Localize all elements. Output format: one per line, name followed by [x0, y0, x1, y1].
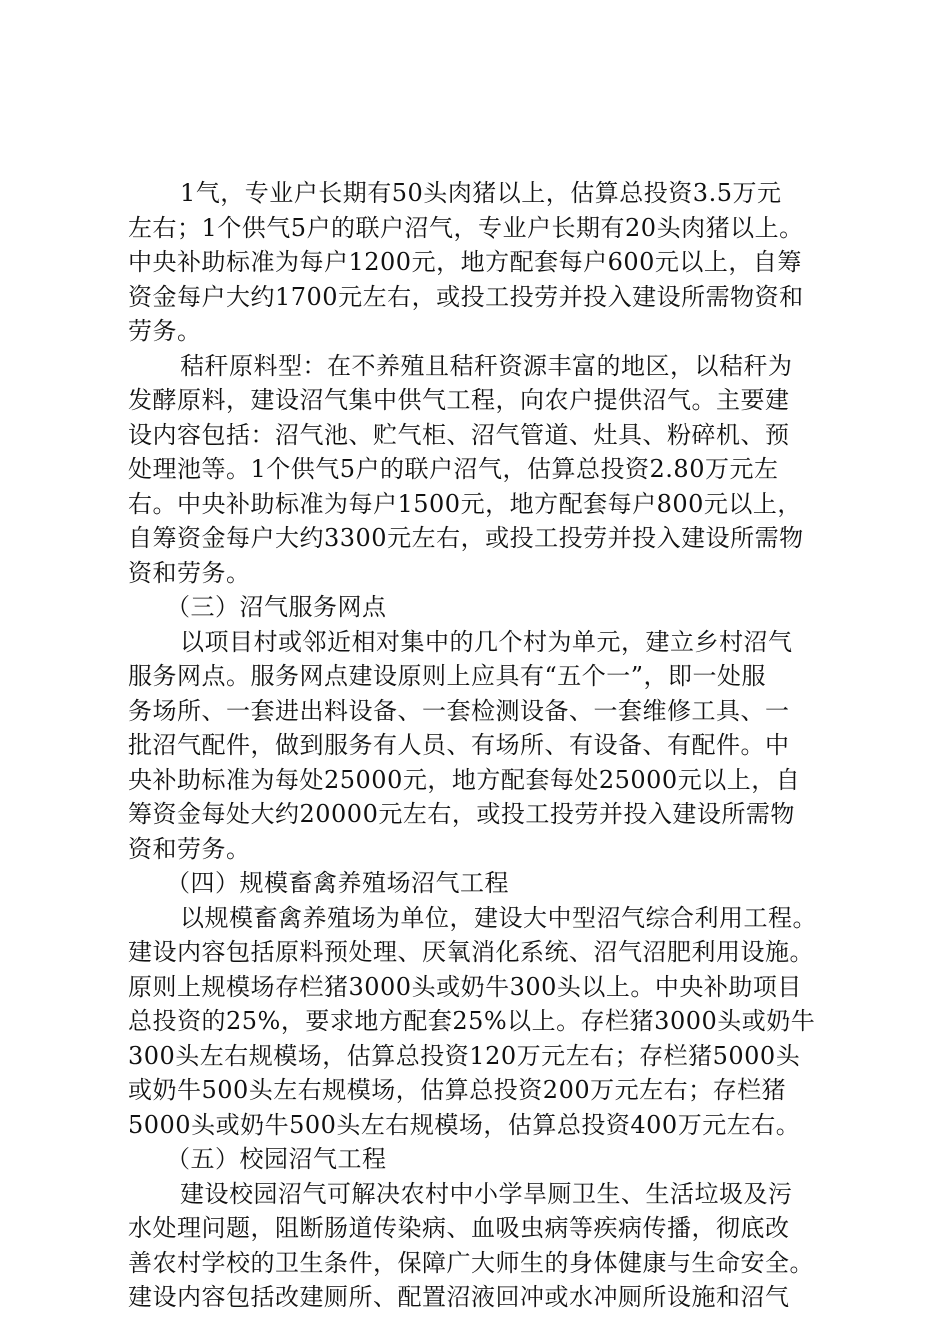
paragraph-line: 右。中央补助标准为每户1500元，地方配套每户800元以上，	[128, 489, 802, 518]
section-heading: （四）规模畜禽养殖场沼气工程	[166, 869, 509, 897]
paragraph-line: 1气，专业户长期有50头肉猪以上，估算总投资3.5万元	[180, 179, 782, 207]
paragraph-line: 建设内容包括原料预处理、厌氧消化系统、沼气沼肥利用设施。	[128, 938, 814, 966]
paragraph-line: 水处理问题，阻断肠道传染病、血吸虫病等疾病传播，彻底改	[128, 1214, 790, 1242]
paragraph-line: 央补助标准为每处25000元，地方配套每处25000元以上，自	[128, 765, 801, 794]
paragraph-line: 服务网点。服务网点建设原则上应具有“五个一”，即一处服	[128, 662, 767, 690]
paragraph-line: 以规模畜禽养殖场为单位，建设大中型沼气综合利用工程。	[180, 903, 817, 932]
paragraph-line: 发酵原料，建设沼气集中供气工程，向农户提供沼气。主要建	[128, 386, 790, 414]
section-heading: （五）校园沼气工程	[166, 1145, 387, 1173]
paragraph-line: 300头左右规模场，估算总投资120万元左右；存栏猪5000头	[128, 1041, 801, 1070]
paragraph-line: 设内容包括：沼气池、贮气柜、沼气管道、灶具、粉碎机、预	[128, 420, 790, 449]
paragraph-line: 左右；1个供气5户的联户沼气，专业户长期有20头肉猪以上。	[128, 213, 804, 242]
paragraph-line: 筹资金每处大约20000元左右，或投工投劳并投入建设所需物	[128, 800, 795, 828]
paragraph-line: 建设内容包括改建厕所、配置沼液回冲或水冲厕所设施和沼气	[128, 1283, 790, 1311]
paragraph-line: 善农村学校的卫生条件，保障广大师生的身体健康与生命安全。	[128, 1248, 814, 1277]
paragraph-line: 资金每户大约1700元左右，或投工投劳并投入建设所需物资和	[128, 282, 804, 311]
paragraph-line: 处理池等。1个供气5户的联户沼气，估算总投资2.80万元左	[128, 455, 779, 483]
paragraph-line: 中央补助标准为每户1200元，地方配套每户600元以上，自筹	[128, 248, 802, 276]
paragraph-line: 劳务。	[128, 317, 202, 345]
paragraph-line: 自筹资金每户大约3300元左右，或投工投劳并投入建设所需物	[128, 524, 804, 552]
paragraph-line: 原则上规模场存栏猪3000头或奶牛300头以上。中央补助项目	[128, 972, 802, 1001]
paragraph-line: 建设校园沼气可解决农村中小学旱厕卫生、生活垃圾及污	[180, 1179, 793, 1208]
section-heading: （三）沼气服务网点	[166, 593, 387, 621]
paragraph-line: 资和劳务。	[128, 558, 251, 587]
paragraph-line: 5000头或奶牛500头左右规模场，估算总投资400万元左右。	[128, 1110, 801, 1139]
paragraph-line: 务场所、一套进出料设备、一套检测设备、一套维修工具、一	[128, 696, 790, 725]
paragraph-line: 资和劳务。	[128, 834, 251, 863]
paragraph-line: 或奶牛500头左右规模场，估算总投资200万元左右；存栏猪	[128, 1076, 787, 1104]
document-body	[128, 176, 834, 1315]
paragraph-line: 以项目村或邻近相对集中的几个村为单元，建立乡村沼气	[180, 627, 793, 656]
paragraph-line: 批沼气配件，做到服务有人员、有场所、有设备、有配件。中	[128, 731, 790, 759]
paragraph-line: 秸秆原料型：在不养殖且秸秆资源丰富的地区，以秸秆为	[180, 351, 793, 380]
paragraph-line: 总投资的25%，要求地方配套25%以上。存栏猪3000头或奶牛	[128, 1007, 816, 1035]
